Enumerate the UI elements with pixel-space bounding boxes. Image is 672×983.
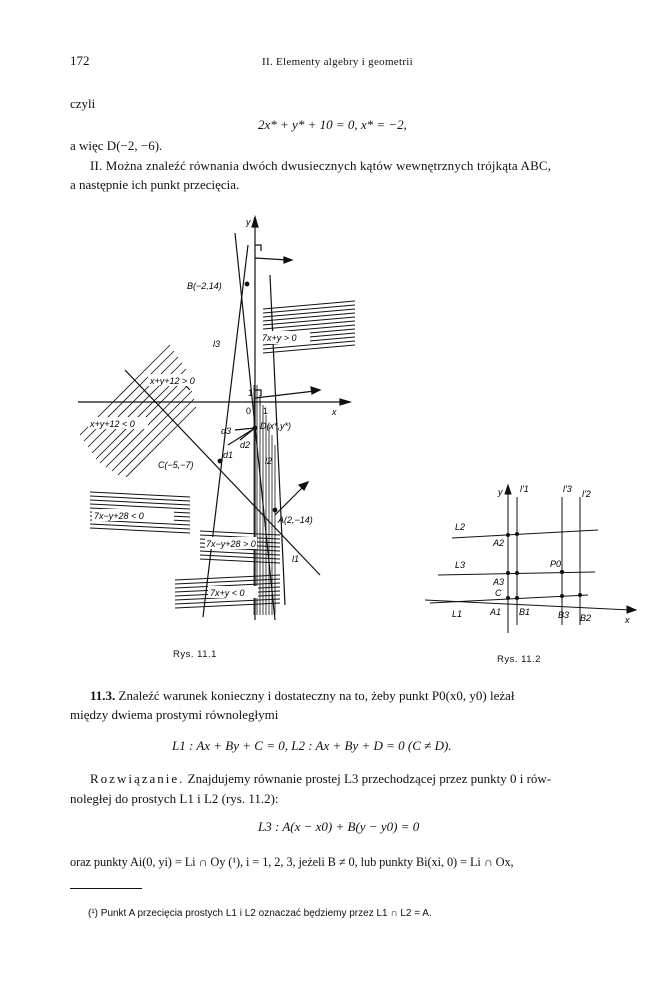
solution-word: Rozwiązanie.: [90, 771, 185, 786]
equation-1: 2x* + y* + 10 = 0, x* = −2,: [258, 117, 407, 132]
fig1-label-one-y: 1: [248, 388, 254, 398]
fig1-label-x-y-12-gt-0: x+y+12 > 0: [150, 376, 195, 386]
text-a-wiec: a więc D(−2, −6).: [70, 138, 163, 153]
fig2-label-l2-prime: l'2: [582, 489, 591, 499]
hatch-y-axis-strip: [254, 385, 275, 615]
solution-line2: noległej do prostych L1 i L2 (rys. 11.2):: [70, 791, 279, 806]
fig2-label-L2: L2: [455, 522, 466, 532]
fig1-label-x-y-12-lt-0: x+y+12 < 0: [90, 419, 135, 429]
fig2-label-P0: P0: [550, 559, 562, 569]
y-axis-arrow-icon: [252, 217, 258, 227]
last-line: oraz punkty Ai(0, yi) = Li ∩ Oy (¹), i = 1, 2, 3, jeżeli B ≠ 0, lub punkty Bi(xi, 0) = Li ∩ Ox,: [70, 855, 514, 869]
equation-L3: L3 : A(x − x0) + B(y − y0) = 0: [258, 819, 420, 834]
line-L2: [452, 530, 598, 538]
hatch-7x-y-gt-0: [263, 301, 355, 353]
fig1-label-B: B(−2,14): [187, 281, 222, 291]
fig1-label-d3: d3: [221, 426, 232, 436]
fig2-label-A2: A2: [493, 538, 505, 548]
fig1-label-x: x: [332, 407, 337, 417]
footnote: (¹) Punkt A przecięcia prostych L1 i L2 oznaczać będziemy przez L1 ∩ L2 = A.: [88, 908, 432, 919]
fig1-label-l1: l1: [292, 554, 300, 564]
fig2-label-x: x: [625, 615, 630, 625]
fig2-label-C: C: [495, 588, 502, 598]
caption-rys-11-2: Rys. 11.2: [497, 654, 541, 665]
footnote-rule: [70, 888, 142, 889]
fig1-label-A: A(2,−14): [278, 515, 313, 525]
problem-number: 11.3.: [90, 688, 116, 703]
fig1-label-C: C(−5,−7): [158, 460, 194, 470]
fig1-label-7x-y-lt-0: 7x+y < 0: [210, 588, 245, 598]
fig2-label-y: y: [498, 487, 503, 497]
problem-11-3-line2: między dwiema prostymi równoległymi: [70, 707, 279, 722]
fig2-label-l1-prime: l'1: [520, 484, 529, 494]
fig2-label-A3: A3: [493, 577, 505, 587]
solution-line1-text: Znajdujemy równanie prostej L3 przechodzącej przez punkty 0 i rów-: [187, 771, 552, 786]
paragraph-ii-line1: II. Można znaleźć równania dwóch dwusiecznych kątów wewnętrznych trójkąta ABC,: [90, 158, 552, 173]
fig2-label-L3: L3: [455, 560, 466, 570]
fig2-label-A1: A1: [490, 607, 502, 617]
fig2-y-axis-arrow-icon: [505, 485, 511, 494]
fig1-label-7x-y-gt-0: 7x+y > 0: [262, 333, 297, 343]
solution-line1: [90, 770, 551, 787]
fig2-label-B1: B1: [519, 607, 531, 617]
paragraph-ii-line2: a następnie ich punkt przecięcia.: [70, 177, 240, 192]
fig1-label-D: D(x*,y*): [260, 421, 291, 431]
fig1-label-7x-y-28-lt-0: 7x−y+28 < 0: [94, 511, 144, 521]
fig1-label-l3: l3: [213, 339, 221, 349]
running-title: II. Elementy algebry i geometrii: [262, 56, 414, 68]
fig2-x-axis-arrow-icon: [627, 606, 636, 613]
hatch-x-y-12: [80, 345, 196, 477]
fig1-label-7x-y-28-gt-0: 7x−y+28 > 0: [206, 539, 256, 549]
fig2-label-l3-prime: l'3: [563, 484, 572, 494]
fig2-label-L1: L1: [452, 609, 463, 619]
figure-11-1: [70, 205, 360, 625]
equation-L1-L2: L1 : Ax + By + C = 0, L2 : Ax + By + D = 0 (C ≠ D).: [172, 738, 452, 753]
problem-line1-text: Znaleźć warunek konieczny i dostateczny na to, żeby punkt P0(x0, y0) leżał: [118, 688, 515, 703]
fig2-label-B2: B2: [580, 613, 592, 623]
fig1-label-d2: d2: [240, 440, 251, 450]
fig1-label-y: y: [246, 217, 251, 227]
x-axis-arrow-icon: [340, 399, 350, 405]
fig1-label-origin: 0: [246, 406, 252, 416]
page-number: 172: [70, 53, 90, 68]
fig1-label-l2: l2: [265, 456, 273, 466]
text-czyli: czyli: [70, 96, 96, 111]
figure-11-2: [420, 475, 645, 635]
fig2-label-B3: B3: [558, 610, 570, 620]
problem-11-3-line1: [90, 687, 515, 704]
fig1-label-d1: d1: [223, 450, 234, 460]
caption-rys-11-1: Rys. 11.1: [173, 649, 217, 660]
fig1-label-one-x: 1: [263, 406, 269, 416]
